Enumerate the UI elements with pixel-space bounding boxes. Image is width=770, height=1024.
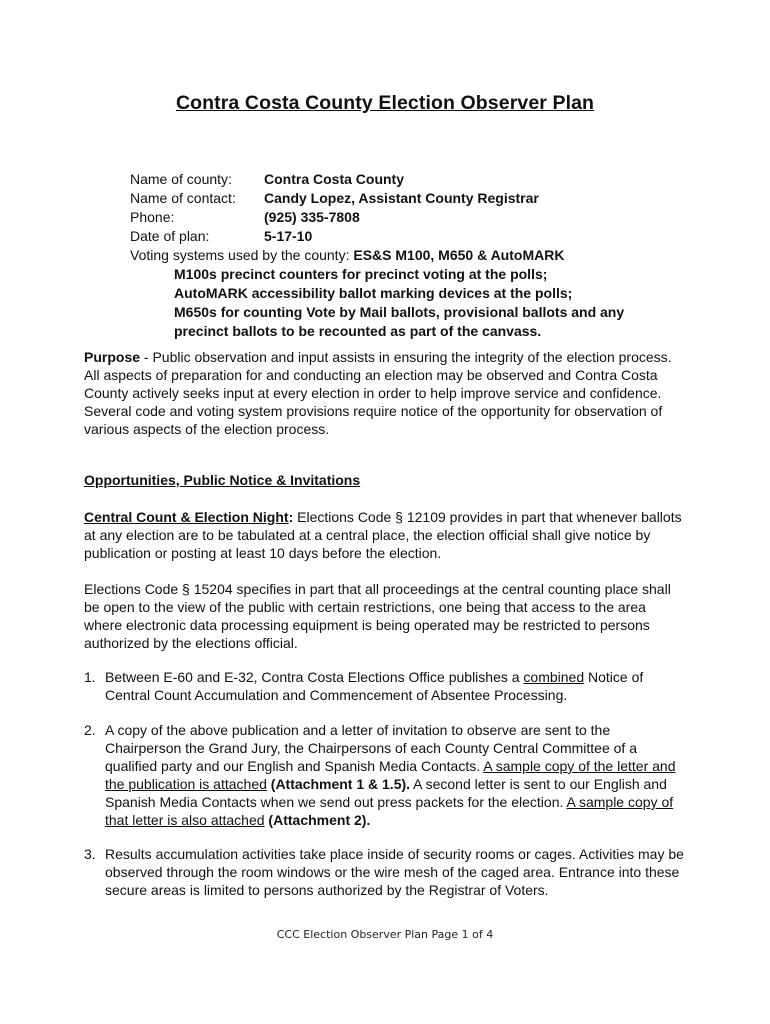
item-text-part: A copy of the above publication and a letter of invitation to observe are sent to the Chairperson the Grand Jury, the Chairpersons of each County Central Committee of a qualified party and our English and Spanish Media Contacts.	[105, 722, 637, 774]
item-text-part: Between E-60 and E-32, Contra Costa Elections Office publishes a	[105, 669, 524, 685]
contact-row	[130, 189, 670, 208]
list-item-number: 1.	[84, 669, 96, 685]
purpose-text: - Public observation and input assists in ensuring the integrity of the election process. All aspects of preparation for and conducting an election may be observed and Contra Costa County actively seeks input at every election in order to help improve service and confidence. Several code and voting system provisions require notice of the opportunity for observation of various aspects of the election process.	[84, 349, 672, 437]
list-item-number: 3.	[84, 846, 96, 862]
county-row	[130, 170, 670, 189]
date-value: 5-17-10	[264, 228, 313, 244]
date-row	[130, 227, 670, 246]
section-heading: Opportunities, Public Notice & Invitations	[84, 472, 361, 488]
purpose-label: Purpose	[84, 349, 141, 365]
voting-row	[130, 246, 670, 265]
central-count-label: Central Count & Election Night	[84, 509, 289, 525]
list-item	[84, 845, 684, 899]
list-item-text: Results accumulation activities take place inside of security rooms or cages. Activities may be observed through the room windows or the wire mesh of the caged area. Entrance into these secure areas is limited to persons authorized by the Registrar of Voters.	[105, 846, 684, 898]
list-item	[84, 721, 684, 829]
item-underlined-text: combined	[523, 669, 585, 685]
list-item-text	[105, 668, 684, 704]
contact-value: Candy Lopez, Assistant County Registrar	[264, 190, 539, 206]
phone-value: (925) 335-7808	[264, 209, 360, 225]
item-underlined-text: A sample copy of that letter is also attached	[105, 794, 674, 828]
attachment-ref: (Attachment 2).	[264, 812, 371, 828]
central-count-colon: :	[288, 509, 294, 525]
voting-label: Voting systems used by the county:	[130, 247, 350, 263]
item-text-part: A second letter is sent to our English and Spanish Media Contacts when we send out press packets for the election.	[105, 776, 667, 810]
central-count-text: Elections Code § 12109 provides in part that whenever ballots at any election are to be tabulated at a central place, the election official shall give notice by publication or posting at least 10 days before the election.	[84, 509, 682, 561]
voting-detail-1: M100s precinct counters for precinct voting at the polls;	[174, 266, 548, 282]
list-item	[84, 668, 684, 704]
phone-label: Phone:	[130, 209, 175, 225]
central-count-paragraph	[84, 508, 684, 562]
county-label: Name of county:	[130, 171, 232, 187]
county-value: Contra Costa County	[264, 171, 404, 187]
plan-info	[130, 170, 670, 341]
page-footer: CCC Election Observer Plan Page 1 of 4	[276, 928, 494, 941]
attachment-ref: (Attachment 1 & 1.5).	[266, 776, 411, 792]
voting-detail-2: AutoMARK accessibility ballot marking devices at the polls;	[174, 285, 573, 301]
list-item-text	[105, 721, 684, 829]
purpose-paragraph	[84, 348, 684, 438]
elections-code-paragraph: Elections Code § 15204 specifies in part that all proceedings at the central counting place shall be open to the view of the public with certain restrictions, one being that access to the area where electronic data processing equipment is being operated may be restricted to persons authorized by the elections official.	[84, 581, 671, 651]
page-title: Contra Costa County Election Observer Plan	[175, 92, 595, 114]
list-item-number: 2.	[84, 722, 96, 738]
voting-value: ES&S M100, M650 & AutoMARK	[353, 247, 565, 263]
item-text-part: Notice of Central Count Accumulation and Commencement of Absentee Processing.	[105, 669, 644, 703]
contact-label: Name of contact:	[130, 190, 236, 206]
item-underlined-text: A sample copy of the letter and the publication is attached	[105, 758, 676, 792]
phone-row	[130, 208, 670, 227]
date-label: Date of plan:	[130, 228, 210, 244]
voting-detail-3: M650s for counting Vote by Mail ballots, provisional ballots and any precinct ballots to be recounted as part of the canvass.	[174, 304, 625, 339]
